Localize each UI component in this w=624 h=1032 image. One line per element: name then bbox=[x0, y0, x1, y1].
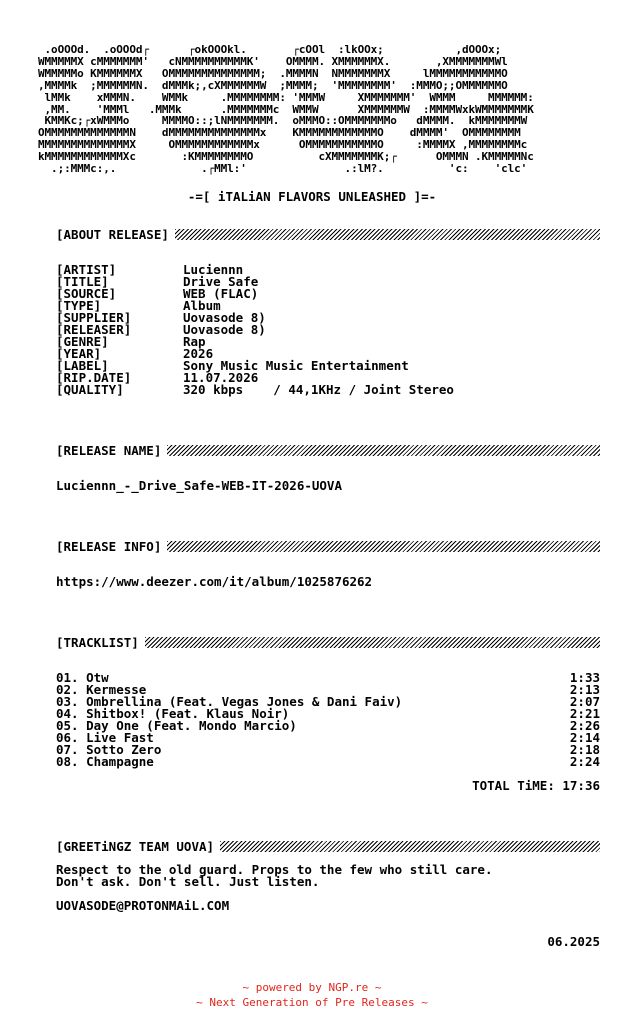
greetings-line-2: Don't ask. Don't sell. Just listen. bbox=[56, 874, 320, 889]
about-row bbox=[56, 324, 454, 336]
section-header-about bbox=[56, 227, 600, 241]
release-name-value: Luciennn_-_Drive_Safe-WEB-IT-2026-UOVA bbox=[56, 478, 342, 493]
tagline: -=[ iTALiAN FLAVORS UNLEASHED ]=- bbox=[187, 189, 437, 204]
track-duration: 2:18 bbox=[569, 742, 600, 757]
track-title: 04. Shitbox! (Feat. Klaus Noir) bbox=[56, 706, 290, 721]
about-value: Sony Music Music Entertainment bbox=[183, 358, 409, 373]
track-duration: 2:07 bbox=[569, 694, 600, 709]
section-header-release-info bbox=[56, 539, 600, 553]
section-title-about: [ABOUT RELEASE] bbox=[56, 226, 169, 242]
section-title-release-info: [RELEASE INFO] bbox=[56, 538, 162, 554]
hatch-divider bbox=[175, 229, 600, 240]
greetings-line-1: Respect to the old guard. Props to the few who still care. bbox=[56, 862, 493, 877]
about-value: Rap bbox=[183, 334, 206, 349]
track-duration: 2:24 bbox=[569, 754, 600, 769]
about-value: Uovasode 8) bbox=[183, 310, 266, 325]
total-time: TOTAL TiME: 17:36 bbox=[472, 778, 600, 793]
about-fields bbox=[56, 264, 454, 396]
track-list bbox=[56, 672, 600, 768]
track-duration: 2:21 bbox=[569, 706, 600, 721]
about-value: Album bbox=[183, 298, 221, 313]
release-info-url[interactable]: https://www.deezer.com/it/album/1025876262 bbox=[56, 574, 373, 589]
section-header-greetings bbox=[56, 839, 600, 853]
about-row bbox=[56, 384, 454, 396]
about-key: [QUALITY] bbox=[56, 382, 124, 397]
track-title: 06. Live Fast bbox=[56, 730, 154, 745]
track-title: 02. Kermesse bbox=[56, 682, 147, 697]
section-title-tracklist: [TRACKLIST] bbox=[56, 634, 139, 650]
about-row bbox=[56, 288, 454, 300]
about-key: [YEAR] bbox=[56, 346, 102, 361]
about-key: [TITLE] bbox=[56, 274, 109, 289]
about-value: Luciennn bbox=[183, 262, 244, 277]
track-title: 05. Day One (Feat. Mondo Marcio) bbox=[56, 718, 297, 733]
about-value: WEB (FLAC) bbox=[183, 286, 259, 301]
about-key: [SOURCE] bbox=[56, 286, 117, 301]
about-value: 11.07.2026 bbox=[183, 370, 259, 385]
track-title: 07. Sotto Zero bbox=[56, 742, 162, 757]
about-key: [SUPPLIER] bbox=[56, 310, 132, 325]
ascii-art-logo: .oOOOd. .oOOOd┌ ┌okOOOkl. ┌cOOl :lkOOx; ,dOOOx; WMMMMMX cMMMMMMM' cNMMMMMMMMMMK' OMMMM. XMMMMMMX. ,XMMMMMMMWl WMMMMMo KMMMMMMX OMMMMMMMMMMMMMM; .MMMMN NMMMMMMMX lMMMMMMMMMMMO ,MMMMk ;MMMMMMN. dMMMk;,cXMMMMMMW ;MMMM; 'MMMMMMMM' :MMMO;;OMMMMMMO lMMk xMMMN. WMMk .MMMMMMMM: 'MMMW XMMMMMMM' WMMM MMMMMM: ,MM. 'MMMl .MMMk .MMMMMMMc WMMW XMMMMMMW :MMMMWxkWMMMMMMMK KMMKc;┌xWMMMo MMMMO::;lNMMMMMMM. oMMMO::OMMMMMMMo dMMMM. kMMMMMMMW OMMMMMMMMMMMMMN dMMMMMMMMMMMMMMx KMMMMMMMMMMMMO dMMMM' OMMMMMMMM MMMMMMMMMMMMMMX OMMMMMMMMMMMMx OMMMMMMMMMMMO :MMMMX ,MMMMMMMMc kMMMMMMMMMMMMXc :KMMMMMMMMO cXMMMMMMMK;┌ OMMMN .KMMMMMNc .;:MMMc:,. .┌MMl:' .:lM?. 'c: 'clc' bbox=[38, 43, 534, 176]
about-row bbox=[56, 336, 454, 348]
track-duration: 2:26 bbox=[569, 718, 600, 733]
track-title: 08. Champagne bbox=[56, 754, 154, 769]
hatch-divider bbox=[167, 445, 600, 456]
track-duration: 1:33 bbox=[569, 670, 600, 685]
hatch-divider bbox=[167, 541, 600, 552]
section-title-greetings: [GREETiNGZ TEAM UOVA] bbox=[56, 838, 215, 854]
about-value: 320 kbps / 44,1KHz / Joint Stereo bbox=[183, 382, 454, 397]
contact-email[interactable]: UOVASODE@PROTONMAiL.COM bbox=[56, 898, 230, 913]
section-header-tracklist bbox=[56, 635, 600, 649]
release-date: 06.2025 bbox=[547, 934, 600, 949]
track-duration: 2:14 bbox=[569, 730, 600, 745]
about-key: [ARTIST] bbox=[56, 262, 117, 277]
track-title: 01. Otw bbox=[56, 670, 109, 685]
about-key: [LABEL] bbox=[56, 358, 109, 373]
about-value: 2026 bbox=[183, 346, 214, 361]
track-row bbox=[56, 756, 600, 768]
track-title: 03. Ombrellina (Feat. Vegas Jones & Dani Faiv) bbox=[56, 694, 403, 709]
about-key: [TYPE] bbox=[56, 298, 102, 313]
footer-powered-by[interactable]: ~ powered by NGP.re ~ bbox=[242, 981, 382, 994]
about-value: Drive Safe bbox=[183, 274, 259, 289]
track-duration: 2:13 bbox=[569, 682, 600, 697]
about-value: Uovasode 8) bbox=[183, 322, 266, 337]
section-title-release-name: [RELEASE NAME] bbox=[56, 442, 162, 458]
about-key: [RIP.DATE] bbox=[56, 370, 132, 385]
footer-tagline: ~ Next Generation of Pre Releases ~ bbox=[196, 996, 428, 1009]
hatch-divider bbox=[220, 841, 600, 852]
about-key: [RELEASER] bbox=[56, 322, 132, 337]
section-header-release-name bbox=[56, 443, 600, 457]
hatch-divider bbox=[145, 637, 600, 648]
about-key: [GENRE] bbox=[56, 334, 109, 349]
